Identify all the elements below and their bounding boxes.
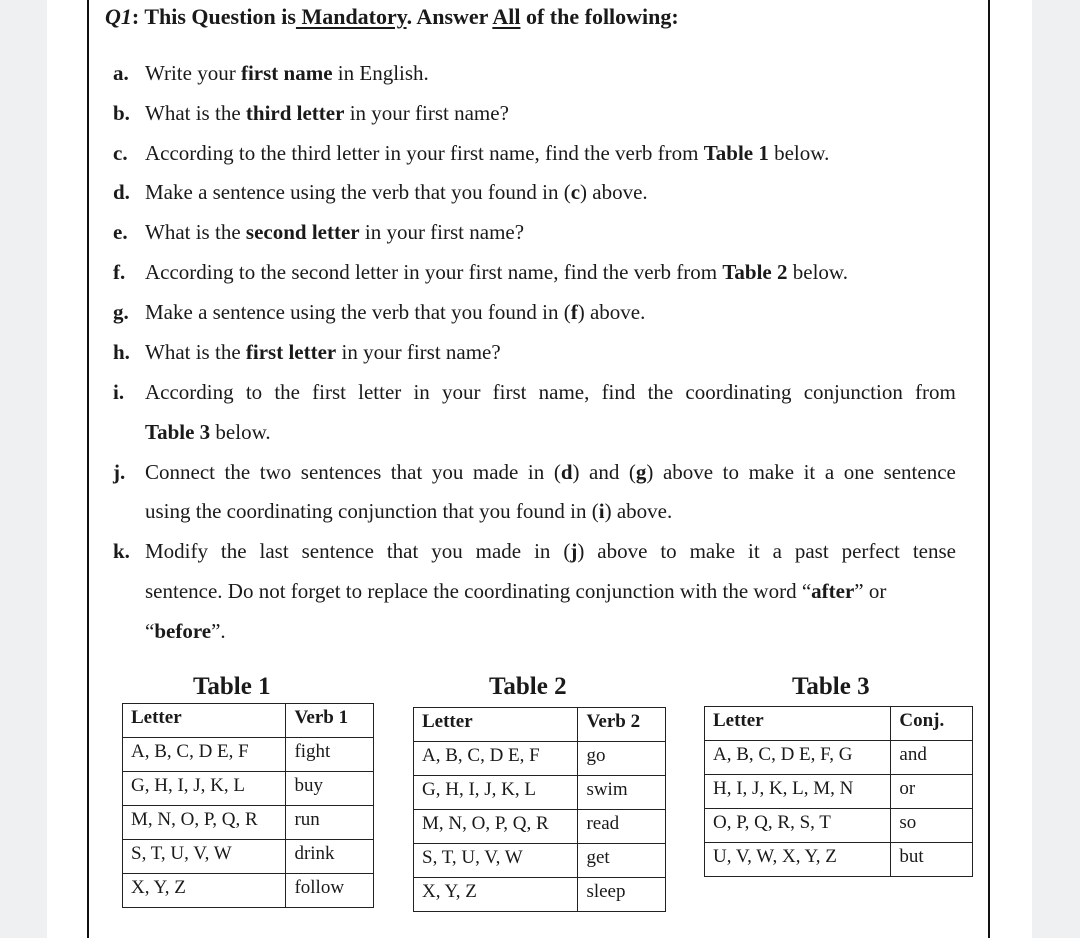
- question-d: d. Make a sentence using the verb that you found in (c) above.: [113, 180, 648, 204]
- table-header-row: [123, 704, 374, 738]
- word: a: [824, 460, 835, 484]
- word: from: [915, 380, 956, 404]
- table-cell: read: [578, 810, 666, 844]
- table-cell: X, Y, Z: [123, 874, 286, 908]
- table-cell: H, I, J, K, L, M, N: [705, 775, 891, 809]
- table-row: [414, 844, 666, 878]
- question-number: Q1: [105, 4, 132, 29]
- word: in: [413, 380, 430, 404]
- table-cell: M, N, O, P, Q, R: [123, 806, 286, 840]
- word: Connect: [145, 460, 215, 484]
- word: above: [597, 539, 648, 563]
- word: it: [748, 539, 760, 563]
- word: to: [722, 460, 740, 484]
- question-i-line1: [145, 380, 956, 404]
- word: make: [748, 460, 795, 484]
- table-cell: G, H, I, J, K, L: [123, 772, 286, 806]
- table-cell: sleep: [578, 878, 666, 912]
- table-header-cell: Conj.: [891, 707, 973, 741]
- heading-text-2: . Answer: [406, 4, 493, 29]
- table-row: [414, 776, 666, 810]
- table-cell: buy: [286, 772, 374, 806]
- question-g: g. Make a sentence using the verb that you found in (f) above.: [113, 300, 646, 324]
- heading-mandatory: Mandatory: [295, 4, 407, 29]
- table-cell: A, B, C, D E, F: [414, 742, 578, 776]
- table-1-caption: Table 1: [193, 673, 271, 700]
- word: it: [803, 460, 816, 484]
- table-row: [705, 843, 973, 877]
- question-j-line2: using the coordinating conjunction that you found in (i) above.: [145, 499, 673, 523]
- table-3-caption: Table 3: [792, 673, 870, 700]
- word: sentence: [301, 539, 374, 563]
- word: coordinating: [685, 380, 792, 404]
- table-cell: S, T, U, V, W: [414, 844, 578, 878]
- word: in: [534, 539, 551, 563]
- word: the: [224, 460, 251, 484]
- word: you: [431, 539, 463, 563]
- word: to: [245, 380, 263, 404]
- word: that: [386, 539, 419, 563]
- table-cell: follow: [286, 874, 374, 908]
- table-cell: drink: [286, 840, 374, 874]
- table-cell: A, B, C, D E, F, G: [705, 741, 891, 775]
- question-b: b. What is the third letter in your first name?: [113, 101, 509, 125]
- word: made: [472, 460, 519, 484]
- table-header-cell: Letter: [123, 704, 286, 738]
- question-e: e. What is the second letter in your first name?: [113, 220, 525, 244]
- word: past: [794, 539, 829, 563]
- word: one: [843, 460, 875, 484]
- table-cell: A, B, C, D E, F: [123, 738, 286, 772]
- table-row: [705, 775, 973, 809]
- word: you: [431, 460, 464, 484]
- table-cell: get: [578, 844, 666, 878]
- word: that: [390, 460, 423, 484]
- word: in: [527, 460, 545, 484]
- table-header-row: [705, 707, 973, 741]
- word: above: [662, 460, 714, 484]
- table-row: [123, 738, 374, 772]
- table-row: [414, 878, 666, 912]
- word: your: [441, 380, 481, 404]
- table-3: [704, 706, 973, 877]
- word: perfect: [841, 539, 900, 563]
- word: first: [492, 380, 527, 404]
- word: last: [259, 539, 289, 563]
- word: According: [145, 380, 234, 404]
- question-f: f. According to the second letter in your first name, find the verb from Table 2 below.: [113, 260, 848, 284]
- table-cell: go: [578, 742, 666, 776]
- table-row: [123, 806, 374, 840]
- table-cell: or: [891, 775, 973, 809]
- table-row: [705, 741, 973, 775]
- word: letter: [358, 380, 402, 404]
- table-row: [123, 874, 374, 908]
- question-heading: [105, 4, 679, 30]
- word: Modify: [145, 539, 208, 563]
- table-header-cell: Verb 2: [578, 708, 666, 742]
- table-2-caption: Table 2: [489, 673, 567, 700]
- table-row: [414, 742, 666, 776]
- word: first: [312, 380, 346, 404]
- word: and: [589, 460, 620, 484]
- table-cell: so: [891, 809, 973, 843]
- word: tense: [912, 539, 956, 563]
- heading-text-3: of the following:: [520, 4, 679, 29]
- table-row: [123, 840, 374, 874]
- table-row: [414, 810, 666, 844]
- heading-all: All: [492, 4, 521, 29]
- question-k-line2: sentence. Do not forget to replace the coordinating conjunction with the word “after” or: [145, 579, 887, 603]
- word: sentence: [883, 460, 956, 484]
- question-c: c. According to the third letter in your first name, find the verb from Table 1 below.: [113, 141, 830, 165]
- word: a: [772, 539, 782, 563]
- word: the: [220, 539, 247, 563]
- word: sentences: [300, 460, 382, 484]
- table-header-cell: Letter: [414, 708, 578, 742]
- word: (g): [628, 460, 654, 484]
- table-cell: U, V, W, X, Y, Z: [705, 843, 891, 877]
- table-row: [123, 772, 374, 806]
- question-j-line1: [145, 460, 956, 484]
- word: conjunction: [803, 380, 903, 404]
- table-row: [705, 809, 973, 843]
- question-k-line3: “before”.: [145, 619, 226, 643]
- table-header-cell: Verb 1: [286, 704, 374, 738]
- table-cell: O, P, Q, R, S, T: [705, 809, 891, 843]
- word: to: [660, 539, 677, 563]
- heading-text-1: : This Question is: [131, 4, 296, 29]
- question-a: a. Write your first name in English.: [113, 61, 429, 85]
- table-1: [122, 703, 374, 908]
- question-h: h. What is the first letter in your first name?: [113, 340, 501, 364]
- table-cell: G, H, I, J, K, L: [414, 776, 578, 810]
- word: the: [274, 380, 300, 404]
- table-header-cell: Letter: [705, 707, 891, 741]
- question-k-label: k.: [113, 539, 130, 563]
- question-i-label: i.: [113, 380, 125, 404]
- word: make: [689, 539, 736, 563]
- table-cell: M, N, O, P, Q, R: [414, 810, 578, 844]
- word: name,: [538, 380, 590, 404]
- table-cell: X, Y, Z: [414, 878, 578, 912]
- table-cell: run: [286, 806, 374, 840]
- word: the: [647, 380, 674, 404]
- word: made: [475, 539, 522, 563]
- table-cell: but: [891, 843, 973, 877]
- word: (j): [563, 539, 585, 563]
- word: find: [601, 380, 636, 404]
- table-cell: and: [891, 741, 973, 775]
- table-cell: S, T, U, V, W: [123, 840, 286, 874]
- word: two: [259, 460, 292, 484]
- table-2: [413, 707, 666, 912]
- table-cell: fight: [286, 738, 374, 772]
- question-j-label: j.: [113, 460, 126, 484]
- word: (d): [553, 460, 580, 484]
- table-cell: swim: [578, 776, 666, 810]
- question-k-line1: [145, 539, 956, 563]
- question-i-line2: Table 3 below.: [145, 420, 271, 444]
- table-header-row: [414, 708, 666, 742]
